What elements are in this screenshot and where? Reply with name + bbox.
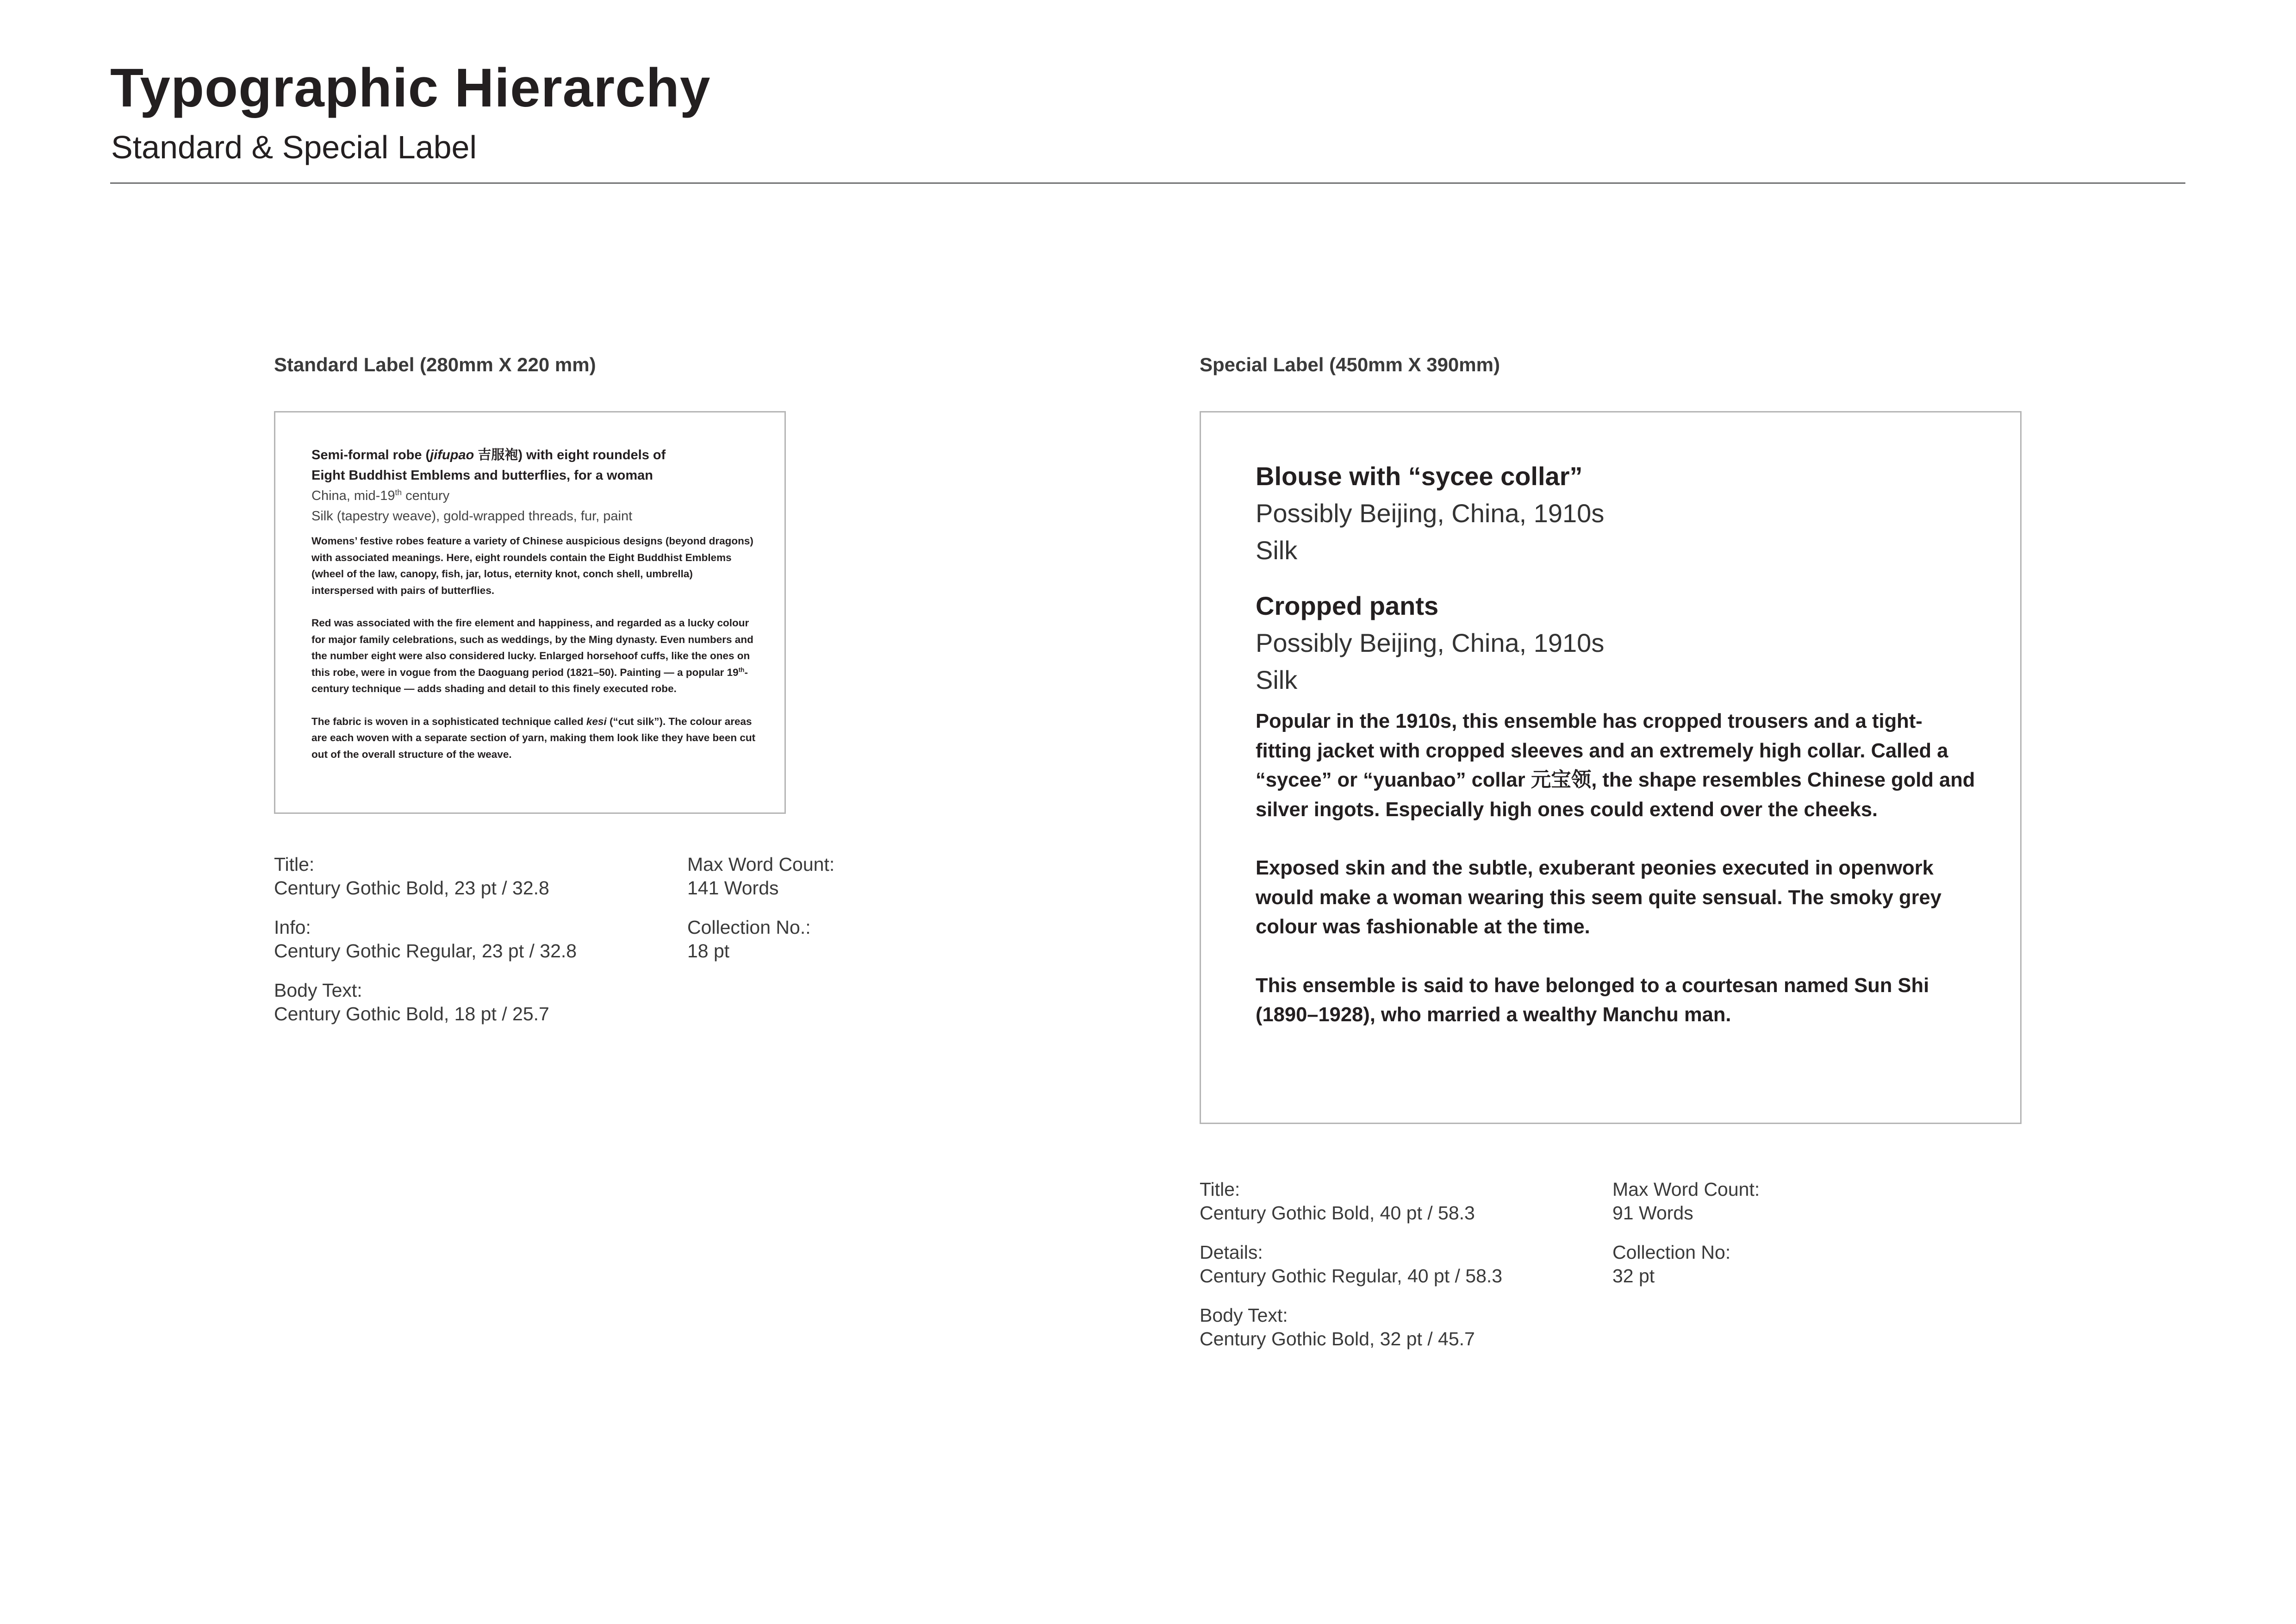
standard-spec-word-count: Max Word Count: 141 Words xyxy=(687,854,835,899)
special-spec-word-count: Max Word Count: 91 Words xyxy=(1612,1179,1760,1224)
special-label-body-paragraph: Exposed skin and the subtle, exuberant peonies executed in openwork would make a woman wearing this seem quite sensual. The smoky grey colour was fashionable at the time. xyxy=(1256,857,1941,938)
special-spec-title: Title: Century Gothic Bold, 40 pt / 58.3 xyxy=(1200,1179,1475,1224)
header-divider xyxy=(110,182,2185,184)
special-spec-collection-no: Collection No: 32 pt xyxy=(1612,1242,1731,1287)
standard-label-heading: Standard Label (280mm X 220 mm) xyxy=(274,354,596,375)
special-label-content xyxy=(1256,458,1978,1030)
special-label-body-paragraph: Popular in the 1910s, this ensemble has cropped trousers and a tight-fitting jacket with cropped sleeves and an extremely high collar. Called a “sycee” or “yuanbao” collar 元宝领, the shape resembles Chinese gold and silver ingots. Especially high ones could extend over the cheeks. xyxy=(1256,710,1975,821)
special-label-sample xyxy=(1200,411,2022,1124)
special-label-body-paragraph: This ensemble is said to have belonged to a courtesan named Sun Shi (1890–1928), who married a wealthy Manchu man. xyxy=(1256,974,1929,1026)
standard-spec-info: Info: Century Gothic Regular, 23 pt / 32.8 xyxy=(274,917,577,962)
standard-label-body-paragraph: Red was associated with the fire element and happiness, and regarded as a lucky colour for major family celebrations, such as weddings, by the Ming dynasty. Even numbers and the number eight were also considered lucky. Enlarged horsehoof cuffs, like the ones on this robe, were in vogue from the Daoguang period (1821–50). Painting — a popular 19th-century technique — adds shading and detail to this finely executed robe. xyxy=(311,617,753,694)
page-subtitle: Standard & Special Label xyxy=(111,129,477,165)
special-spec-details: Details: Century Gothic Regular, 40 pt / 58.3 xyxy=(1200,1242,1503,1287)
special-label-title: Blouse with “sycee collar” xyxy=(1256,462,1583,491)
standard-label-content xyxy=(311,445,756,762)
special-spec-body: Body Text: Century Gothic Bold, 32 pt / 45.7 xyxy=(1200,1305,1475,1349)
standard-spec-title: Title: Century Gothic Bold, 23 pt / 32.8 xyxy=(274,854,549,899)
special-label-heading: Special Label (450mm X 390mm) xyxy=(1200,354,1500,375)
standard-label-sample xyxy=(274,411,786,814)
special-label-details: Silk xyxy=(1256,536,1298,565)
standard-label-title: Semi-formal robe (jifupao 吉服袍) with eight roundels of Eight Buddhist Emblems and butterflies, for a woman xyxy=(311,448,666,483)
special-label-title: Cropped pants xyxy=(1256,591,1439,620)
special-label-details: Possibly Beijing, China, 1910s xyxy=(1256,499,1605,528)
standard-label-body-paragraph: The fabric is woven in a sophisticated technique called kesi (“cut silk”). The colour areas are each woven with a separate section of yarn, making them look like they have been cut out of the overall structure of the weave. xyxy=(311,715,756,760)
standard-label-body-paragraph: Womens’ festive robes feature a variety of Chinese auspicious designs (beyond dragons) with associated meanings. Here, eight roundels contain the Eight Buddhist Emblems (wheel of the law, canopy, fish, jar, lotus, eternity knot, conch shell, umbrella) interspersed with pairs of butterflies. xyxy=(311,535,753,596)
page-title: Typographic Hierarchy xyxy=(110,57,711,119)
standard-label-info: China, mid-19th century Silk (tapestry weave), gold-wrapped threads, fur, paint xyxy=(311,487,633,524)
standard-spec-body: Body Text: Century Gothic Bold, 18 pt / 25.7 xyxy=(274,980,549,1024)
special-label-details: Possibly Beijing, China, 1910s xyxy=(1256,628,1605,657)
special-label-details: Silk xyxy=(1256,665,1298,694)
standard-spec-collection-no: Collection No.: 18 pt xyxy=(687,917,811,962)
